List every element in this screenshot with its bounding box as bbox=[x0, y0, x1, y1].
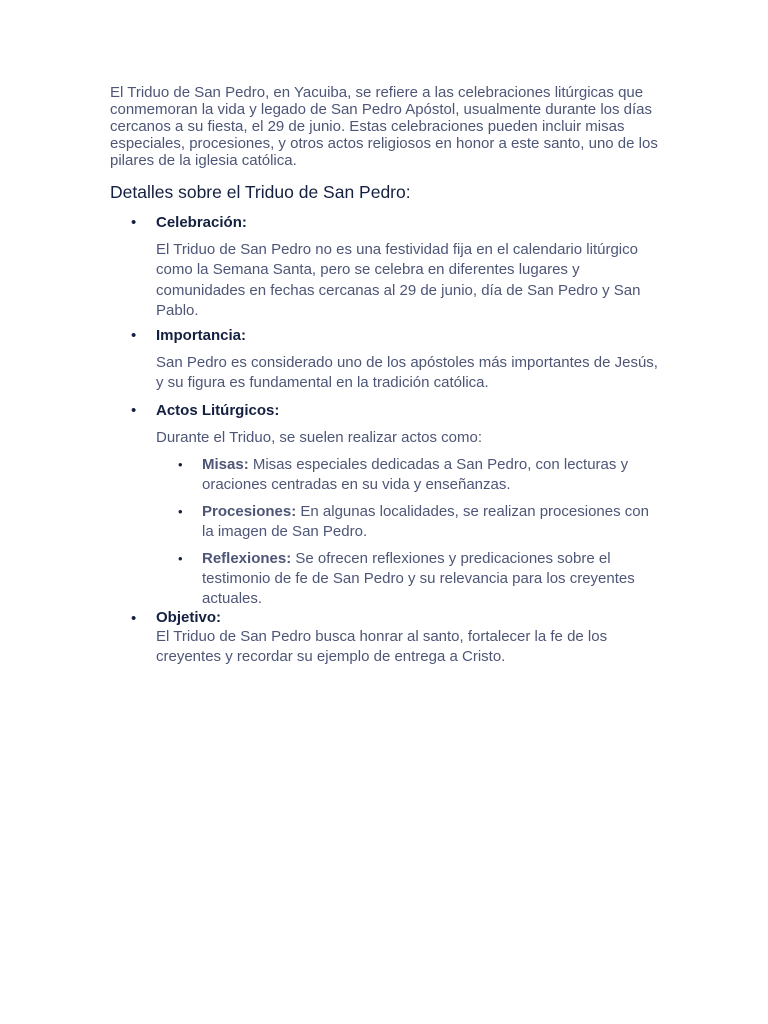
bullet-icon: • bbox=[178, 551, 183, 567]
item-text: El Triduo de San Pedro no es una festividad fija en el calendario litúrgico como la Semana Santa, pero se celebra en diferentes lugares y comunidades en fechas cercanas al 29 de junio, día de San Pedro y San Pablo. bbox=[156, 241, 641, 319]
item-title: Importancia: bbox=[156, 327, 247, 345]
list-item-importancia bbox=[110, 326, 662, 394]
bullet-icon: • bbox=[178, 457, 183, 473]
item-title: Actos Litúrgicos: bbox=[156, 401, 280, 419]
bullet-icon: • bbox=[178, 504, 183, 520]
bullet-icon: • bbox=[131, 401, 137, 419]
list-item-objetivo bbox=[110, 609, 662, 668]
item-text: San Pedro es considerado uno de los apóstoles más importantes de Jesús, y su figura es fundamental en la tradición católica. bbox=[156, 354, 658, 392]
item-text: El Triduo de San Pedro busca honrar al santo, fortalecer la fe de los creyentes y recordar su ejemplo de entrega a Cristo. bbox=[156, 628, 608, 666]
list-item-celebracion bbox=[110, 213, 662, 321]
document-page bbox=[110, 84, 662, 668]
item-title: Celebración: bbox=[156, 214, 247, 231]
intro-paragraph: El Triduo de San Pedro, en Yacuiba, se refiere a las celebraciones litúrgicas que conmemoran la vida y legado de San Pedro Apóstol, usualmente durante los días cercanos a su fiesta, el 29 de junio. Estas celebraciones pueden incluir misas especiales, procesiones, y otros actos religiosos en honor a este santo, uno de los pilares de la iglesia católica. bbox=[110, 84, 658, 169]
sub-text: En algunas localidades, se realizan procesiones con la imagen de San Pedro. bbox=[202, 503, 649, 541]
bullet-icon: • bbox=[131, 214, 137, 231]
sublist-item-procesiones bbox=[110, 502, 662, 542]
actos-sublist bbox=[156, 455, 662, 609]
item-title: Objetivo: bbox=[156, 609, 222, 627]
item-text: Durante el Triduo, se suelen realizar actos como: bbox=[156, 428, 482, 446]
sub-label: Procesiones: bbox=[202, 503, 297, 521]
sub-text: Misas especiales dedicadas a San Pedro, con lecturas y oraciones centradas en su vida y enseñanzas. bbox=[202, 456, 629, 494]
list-item-actos-liturgicos bbox=[110, 401, 662, 609]
bullet-icon: • bbox=[131, 610, 137, 628]
sub-text: Se ofrecen reflexiones y predicaciones sobre el testimonio de fe de San Pedro y su relevancia para los creyentes actuales. bbox=[202, 550, 635, 608]
sub-label: Reflexiones: bbox=[202, 550, 292, 568]
details-list bbox=[110, 213, 662, 668]
bullet-icon: • bbox=[131, 327, 137, 345]
sub-label: Misas: bbox=[202, 456, 249, 474]
sublist-item-misas bbox=[110, 455, 662, 495]
section-heading: Detalles sobre el Triduo de San Pedro: bbox=[110, 182, 411, 202]
sublist-item-reflexiones bbox=[110, 549, 662, 609]
